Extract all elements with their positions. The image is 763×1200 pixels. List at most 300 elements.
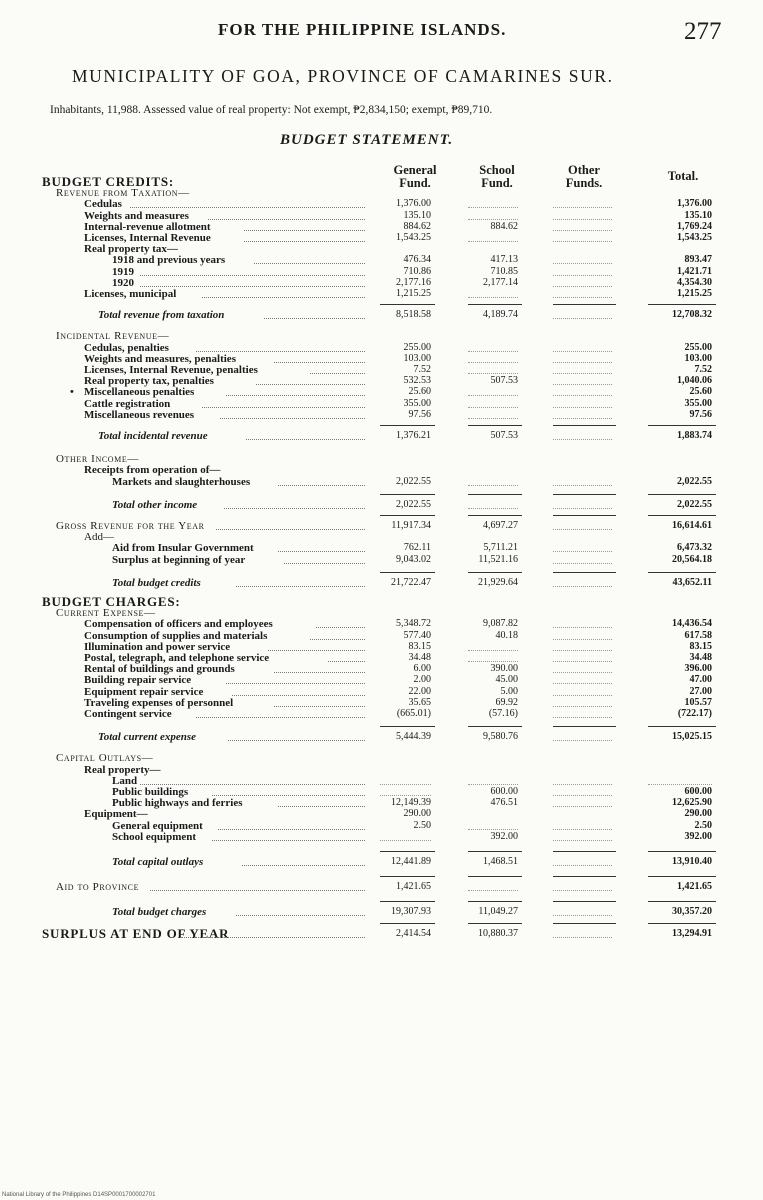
empty-cell bbox=[468, 297, 518, 298]
cell-t: 1,421.71 bbox=[677, 265, 712, 277]
empty-cell bbox=[553, 683, 612, 684]
table-row bbox=[0, 630, 763, 642]
total-rule bbox=[380, 726, 435, 727]
cell-t: 617.58 bbox=[684, 629, 712, 641]
total-rule bbox=[468, 901, 522, 902]
total-rule bbox=[648, 494, 716, 495]
dot-leader bbox=[316, 627, 365, 628]
dot-leader bbox=[140, 286, 365, 287]
empty-cell bbox=[553, 384, 612, 385]
dot-leader bbox=[256, 384, 365, 385]
row-label: School equipment bbox=[112, 830, 197, 843]
empty-cell bbox=[468, 784, 518, 785]
cell-g: 290.00 bbox=[403, 808, 431, 820]
table-row bbox=[0, 342, 763, 354]
cell-t: 103.00 bbox=[684, 352, 712, 364]
row-label: Total budget credits bbox=[112, 576, 201, 589]
dot-leader bbox=[242, 865, 365, 866]
row-label: Land bbox=[112, 774, 138, 787]
table-row bbox=[0, 364, 763, 376]
dot-leader bbox=[268, 650, 365, 651]
total-rule bbox=[553, 494, 616, 495]
cell-g: 762.11 bbox=[403, 542, 431, 554]
cell-t: 135.10 bbox=[684, 209, 712, 221]
total-rule bbox=[648, 572, 716, 573]
total-rule bbox=[468, 572, 522, 573]
empty-cell bbox=[553, 373, 612, 374]
cell-s: 11,521.16 bbox=[478, 553, 518, 565]
empty-cell bbox=[553, 627, 612, 628]
cell-t: 20,564.18 bbox=[672, 553, 712, 565]
table-row bbox=[0, 210, 763, 222]
dot-leader bbox=[278, 485, 365, 486]
cell-s: 4,697.27 bbox=[483, 520, 518, 531]
cell-t: 290.00 bbox=[684, 808, 712, 820]
cell-g: 2,022.55 bbox=[396, 475, 431, 487]
cell-g: 577.40 bbox=[403, 629, 431, 641]
cell-g: 5,444.39 bbox=[396, 731, 431, 743]
table-row bbox=[0, 708, 763, 720]
cell-s: 1,468.51 bbox=[483, 856, 518, 867]
empty-cell bbox=[553, 418, 612, 419]
cell-t: 4,354.30 bbox=[677, 276, 712, 288]
cell-g: 884.62 bbox=[403, 220, 431, 232]
table-row bbox=[0, 386, 763, 398]
cell-g: 9,043.02 bbox=[396, 553, 431, 565]
cell-g: 34.48 bbox=[408, 652, 431, 663]
cell-s: 507.53 bbox=[490, 375, 518, 387]
table-row bbox=[0, 607, 763, 619]
total-rule bbox=[553, 572, 616, 573]
table-row bbox=[0, 663, 763, 675]
row-label: Internal-revenue allotment bbox=[84, 220, 211, 233]
cell-t: 1,040.06 bbox=[677, 375, 712, 387]
cell-t: 43,652.11 bbox=[672, 576, 712, 588]
table-row bbox=[0, 856, 763, 868]
empty-cell bbox=[553, 937, 612, 938]
total-rule bbox=[468, 515, 522, 516]
table-row bbox=[0, 243, 763, 255]
cell-t: 1,883.74 bbox=[677, 430, 712, 441]
table-row bbox=[0, 808, 763, 820]
cell-s: 2,177.14 bbox=[483, 276, 518, 288]
empty-cell bbox=[553, 586, 612, 587]
empty-cell bbox=[553, 351, 612, 352]
empty-cell bbox=[468, 829, 518, 830]
row-label: Equipment— bbox=[84, 808, 148, 821]
dot-leader bbox=[202, 407, 365, 408]
total-rule bbox=[648, 923, 716, 924]
row-label: Compensation of officers and employees bbox=[84, 618, 273, 631]
table-row bbox=[0, 232, 763, 244]
table-row bbox=[0, 277, 763, 289]
dot-leader bbox=[220, 418, 365, 419]
row-label: 1919 bbox=[112, 265, 134, 278]
cell-s: 476.51 bbox=[490, 797, 518, 809]
empty-cell bbox=[553, 263, 612, 264]
empty-cell bbox=[468, 418, 518, 419]
cell-s: 10,880.37 bbox=[478, 927, 518, 939]
total-rule bbox=[380, 901, 435, 902]
total-rule bbox=[648, 901, 716, 902]
row-label: Gross Revenue for the Year bbox=[56, 520, 205, 532]
total-rule bbox=[468, 851, 522, 852]
dot-leader bbox=[140, 784, 365, 785]
dot-leader bbox=[328, 661, 365, 662]
empty-cell bbox=[553, 639, 612, 640]
table-row bbox=[0, 476, 763, 488]
total-rule bbox=[468, 425, 522, 426]
dot-leader bbox=[208, 219, 365, 220]
empty-cell bbox=[553, 362, 612, 363]
table-row bbox=[0, 542, 763, 554]
empty-cell bbox=[468, 351, 518, 352]
table-row bbox=[0, 254, 763, 266]
table-row bbox=[0, 520, 763, 532]
cell-t: 396.00 bbox=[684, 663, 712, 675]
cell-t: 97.56 bbox=[689, 408, 712, 420]
row-label: Weights and measures, penalties bbox=[84, 352, 236, 365]
empty-cell bbox=[553, 890, 612, 891]
cell-t: 1,769.24 bbox=[677, 220, 712, 232]
empty-cell bbox=[553, 407, 612, 408]
row-label: Total incidental revenue bbox=[98, 430, 208, 442]
cell-g: 97.56 bbox=[408, 408, 431, 420]
cell-t: 15,025.15 bbox=[672, 731, 712, 743]
cell-g: 2,177.16 bbox=[396, 276, 431, 288]
dot-leader bbox=[310, 639, 365, 640]
row-label: Contingent service bbox=[84, 708, 172, 720]
cell-g: 1,421.65 bbox=[396, 881, 431, 893]
empty-cell bbox=[468, 508, 518, 509]
row-label: SURPLUS AT END OF YEAR bbox=[42, 925, 230, 941]
dot-leader bbox=[196, 717, 365, 718]
empty-cell bbox=[553, 650, 612, 651]
cell-g: 2.50 bbox=[413, 819, 431, 831]
dot-leader bbox=[212, 795, 365, 796]
cell-g: 11,917.34 bbox=[391, 520, 431, 531]
empty-cell bbox=[468, 241, 518, 242]
empty-cell bbox=[553, 795, 612, 796]
row-label: Incidental Revenue— bbox=[56, 330, 170, 343]
table-row bbox=[0, 686, 763, 698]
empty-cell bbox=[468, 650, 518, 651]
total-rule bbox=[468, 304, 522, 305]
total-rule bbox=[553, 425, 616, 426]
cell-g: 1,376.21 bbox=[396, 430, 431, 441]
total-rule bbox=[648, 726, 716, 727]
table-row bbox=[0, 409, 763, 421]
empty-cell bbox=[553, 563, 612, 564]
table-row bbox=[0, 398, 763, 410]
cell-s: 600.00 bbox=[490, 786, 518, 797]
dot-leader bbox=[196, 351, 365, 352]
row-label: General equipment bbox=[112, 819, 203, 832]
dot-leader bbox=[178, 937, 365, 938]
dot-leader bbox=[216, 529, 365, 530]
cell-t: 2,022.55 bbox=[677, 498, 712, 510]
empty-cell bbox=[553, 915, 612, 916]
table-row bbox=[0, 697, 763, 709]
cell-g: 21,722.47 bbox=[391, 576, 431, 588]
table-row bbox=[0, 925, 763, 941]
empty-cell bbox=[553, 529, 612, 530]
cell-g: (665.01) bbox=[396, 708, 431, 719]
dot-leader bbox=[284, 563, 365, 564]
running-title: FOR THE PHILIPPINE ISLANDS. bbox=[218, 20, 507, 39]
cell-t: 105.57 bbox=[684, 696, 712, 708]
table-row bbox=[0, 531, 763, 543]
empty-cell bbox=[553, 551, 612, 552]
cell-g: 5,348.72 bbox=[396, 618, 431, 630]
cell-s: 40.18 bbox=[495, 629, 518, 641]
cell-t: 16,614.61 bbox=[672, 520, 712, 531]
row-label: Weights and measures bbox=[84, 209, 189, 222]
col-school-fund: School Fund. bbox=[479, 163, 515, 190]
total-rule bbox=[553, 515, 616, 516]
row-label: Rental of buildings and grounds bbox=[84, 663, 235, 676]
table-row bbox=[0, 831, 763, 843]
table-row bbox=[0, 906, 763, 918]
empty-cell bbox=[553, 286, 612, 287]
empty-cell bbox=[468, 485, 518, 486]
total-rule bbox=[553, 726, 616, 727]
row-label: Equipment repair service bbox=[84, 685, 204, 698]
row-label: 1920 bbox=[112, 276, 134, 289]
empty-cell bbox=[553, 230, 612, 231]
cell-s: 11,049.27 bbox=[478, 906, 518, 918]
dot-leader bbox=[236, 915, 365, 916]
dot-leader bbox=[264, 318, 365, 319]
empty-cell bbox=[468, 362, 518, 363]
row-label: Markets and slaughterhouses bbox=[112, 475, 251, 488]
row-label: Revenue from Taxation— bbox=[56, 187, 190, 200]
dot-leader bbox=[278, 806, 365, 807]
empty-cell bbox=[553, 395, 612, 396]
cell-t: 13,294.91 bbox=[672, 927, 712, 939]
total-rule bbox=[468, 923, 522, 924]
empty-cell bbox=[553, 318, 612, 319]
cell-t: 1,421.65 bbox=[677, 881, 712, 893]
dot-leader bbox=[232, 695, 365, 696]
empty-cell bbox=[468, 661, 518, 662]
table-row bbox=[0, 499, 763, 511]
empty-cell bbox=[553, 865, 612, 866]
cell-g: 103.00 bbox=[403, 352, 431, 364]
dot-leader bbox=[274, 706, 365, 707]
total-rule bbox=[380, 425, 435, 426]
cell-g: 476.34 bbox=[403, 254, 431, 266]
row-label: Licenses, Internal Revenue, penalties bbox=[84, 364, 258, 376]
table-row bbox=[0, 221, 763, 233]
cell-s: 21,929.64 bbox=[478, 576, 518, 588]
row-label: Aid to Province bbox=[56, 881, 140, 894]
table-row bbox=[0, 752, 763, 764]
cell-t: 2,022.55 bbox=[677, 475, 712, 487]
table-row bbox=[0, 266, 763, 278]
row-label: Receipts from operation of— bbox=[84, 464, 221, 477]
dot-leader bbox=[212, 840, 365, 841]
table-row bbox=[0, 641, 763, 653]
cell-g: 7.52 bbox=[413, 364, 431, 375]
cell-s: 884.62 bbox=[490, 220, 518, 232]
table-row bbox=[0, 353, 763, 365]
empty-cell bbox=[553, 740, 612, 741]
dot-leader bbox=[274, 362, 365, 363]
cell-s: 4,189.74 bbox=[483, 309, 518, 321]
cell-g: 2.00 bbox=[413, 674, 431, 686]
cell-g: 355.00 bbox=[403, 397, 431, 409]
empty-cell bbox=[553, 275, 612, 276]
row-label: Aid from Insular Government bbox=[112, 542, 254, 555]
row-label: Total budget charges bbox=[112, 906, 207, 919]
table-row bbox=[0, 330, 763, 342]
table-row bbox=[0, 453, 763, 465]
dot-leader bbox=[254, 263, 365, 264]
dot-leader bbox=[278, 551, 365, 552]
cell-s: 5.00 bbox=[500, 685, 518, 697]
cell-g: 532.53 bbox=[403, 375, 431, 387]
cell-g: 8,518.58 bbox=[396, 309, 431, 321]
row-label: Public highways and ferries bbox=[112, 797, 243, 810]
cell-s: 710.85 bbox=[490, 265, 518, 277]
row-label: Cedulas, penalties bbox=[84, 341, 169, 354]
table-row bbox=[0, 375, 763, 387]
cell-s: 5,711.21 bbox=[483, 542, 518, 554]
cell-g: 35.65 bbox=[408, 696, 431, 708]
table-row bbox=[0, 198, 763, 210]
dot-leader bbox=[224, 508, 365, 509]
inhabitants-info: Inhabitants, 11,988. Assessed value of real property: Not exempt, ₱2,834,150; exempt, ₱89,710. bbox=[50, 104, 493, 116]
total-rule bbox=[648, 851, 716, 852]
table-row bbox=[0, 731, 763, 743]
table-row bbox=[0, 674, 763, 686]
dot-leader bbox=[226, 395, 365, 396]
cell-t: 12,708.32 bbox=[672, 309, 712, 321]
cell-t: (722.17) bbox=[677, 708, 712, 719]
empty-cell bbox=[553, 439, 612, 440]
dot-leader bbox=[236, 586, 365, 587]
cell-t: 2.50 bbox=[694, 819, 712, 831]
row-label: Add— bbox=[84, 531, 114, 544]
row-label: Miscellaneous revenues bbox=[84, 408, 195, 421]
row-label: Illumination and power service bbox=[84, 640, 231, 653]
col-total: Total. bbox=[667, 169, 699, 183]
row-label: BUDGET CREDITS: bbox=[42, 174, 175, 189]
cell-t: 25.60 bbox=[689, 386, 712, 398]
cell-t: 893.47 bbox=[684, 254, 712, 266]
cell-t: 7.52 bbox=[694, 364, 712, 375]
row-label: Public buildings bbox=[112, 786, 189, 798]
row-label: Real property— bbox=[84, 763, 161, 776]
empty-cell bbox=[553, 297, 612, 298]
row-label: Consumption of supplies and materials bbox=[84, 629, 268, 642]
total-rule bbox=[468, 876, 522, 877]
footer-credit: National Library of the Philippines D14SP0001700002701 bbox=[2, 1192, 156, 1198]
total-rule bbox=[648, 304, 716, 305]
empty-cell bbox=[468, 890, 518, 891]
cell-g: 1,376.00 bbox=[396, 198, 431, 210]
empty-cell bbox=[553, 829, 612, 830]
table-row bbox=[0, 430, 763, 442]
cell-t: 355.00 bbox=[684, 397, 712, 409]
total-rule bbox=[553, 851, 616, 852]
col-other-funds: Other Funds. bbox=[565, 163, 603, 190]
empty-cell bbox=[553, 717, 612, 718]
cell-g: 12,149.39 bbox=[391, 797, 431, 809]
empty-cell bbox=[553, 784, 612, 785]
cell-s: 69.92 bbox=[495, 696, 518, 708]
row-label: Total revenue from taxation bbox=[98, 309, 225, 322]
dot-leader bbox=[218, 829, 365, 830]
row-label: Current Expense— bbox=[56, 607, 156, 620]
table-row bbox=[0, 881, 763, 893]
cell-t: 392.00 bbox=[684, 830, 712, 842]
row-label: Surplus at beginning of year bbox=[112, 553, 246, 566]
cell-g: 2,022.55 bbox=[396, 498, 431, 510]
total-rule bbox=[380, 923, 435, 924]
table-row bbox=[0, 187, 763, 199]
cell-g: 6.00 bbox=[413, 663, 431, 675]
empty-cell bbox=[553, 706, 612, 707]
row-label: Postal, telegraph, and telephone service bbox=[84, 652, 270, 664]
empty-cell bbox=[553, 241, 612, 242]
dot-leader bbox=[274, 672, 365, 673]
row-label: Total capital outlays bbox=[112, 856, 204, 868]
dot-leader bbox=[310, 373, 365, 374]
total-rule bbox=[380, 572, 435, 573]
cell-g: 22.00 bbox=[408, 685, 431, 697]
empty-cell bbox=[380, 795, 431, 796]
total-rule bbox=[380, 494, 435, 495]
dot-leader bbox=[140, 275, 365, 276]
page-number: 277 bbox=[684, 18, 722, 45]
empty-cell bbox=[553, 806, 612, 807]
total-rule bbox=[553, 876, 616, 877]
cell-g: 2,414.54 bbox=[396, 927, 431, 939]
dot-leader bbox=[244, 230, 365, 231]
col-general-fund: General Fund. bbox=[393, 163, 437, 190]
empty-cell bbox=[380, 840, 431, 841]
cell-g: 19,307.93 bbox=[391, 906, 431, 918]
cell-g: 135.10 bbox=[403, 209, 431, 221]
table-row bbox=[0, 554, 763, 566]
cell-t: 1,215.25 bbox=[677, 288, 712, 299]
cell-s: 45.00 bbox=[495, 674, 518, 686]
cell-s: 392.00 bbox=[490, 830, 518, 842]
empty-cell bbox=[468, 207, 518, 208]
cell-s: 390.00 bbox=[490, 663, 518, 675]
row-label: Miscellaneous penalties bbox=[84, 386, 195, 399]
cell-t: 1,376.00 bbox=[677, 198, 712, 210]
cell-t: 1,543.25 bbox=[677, 232, 712, 243]
cell-t: 14,436.54 bbox=[672, 618, 712, 630]
total-rule bbox=[648, 515, 716, 516]
row-label: Real property tax, penalties bbox=[84, 375, 214, 388]
total-rule bbox=[468, 494, 522, 495]
row-label: 1918 and previous years bbox=[112, 254, 226, 267]
cell-g: 1,215.25 bbox=[396, 288, 431, 299]
dot-leader bbox=[226, 683, 365, 684]
table-row bbox=[0, 464, 763, 476]
total-rule bbox=[380, 515, 435, 516]
cell-t: 34.48 bbox=[689, 652, 712, 663]
dot-leader bbox=[130, 207, 365, 208]
empty-cell bbox=[553, 840, 612, 841]
cell-t: 47.00 bbox=[689, 674, 712, 686]
statement-title: BUDGET STATEMENT. bbox=[280, 132, 454, 148]
empty-cell bbox=[468, 373, 518, 374]
